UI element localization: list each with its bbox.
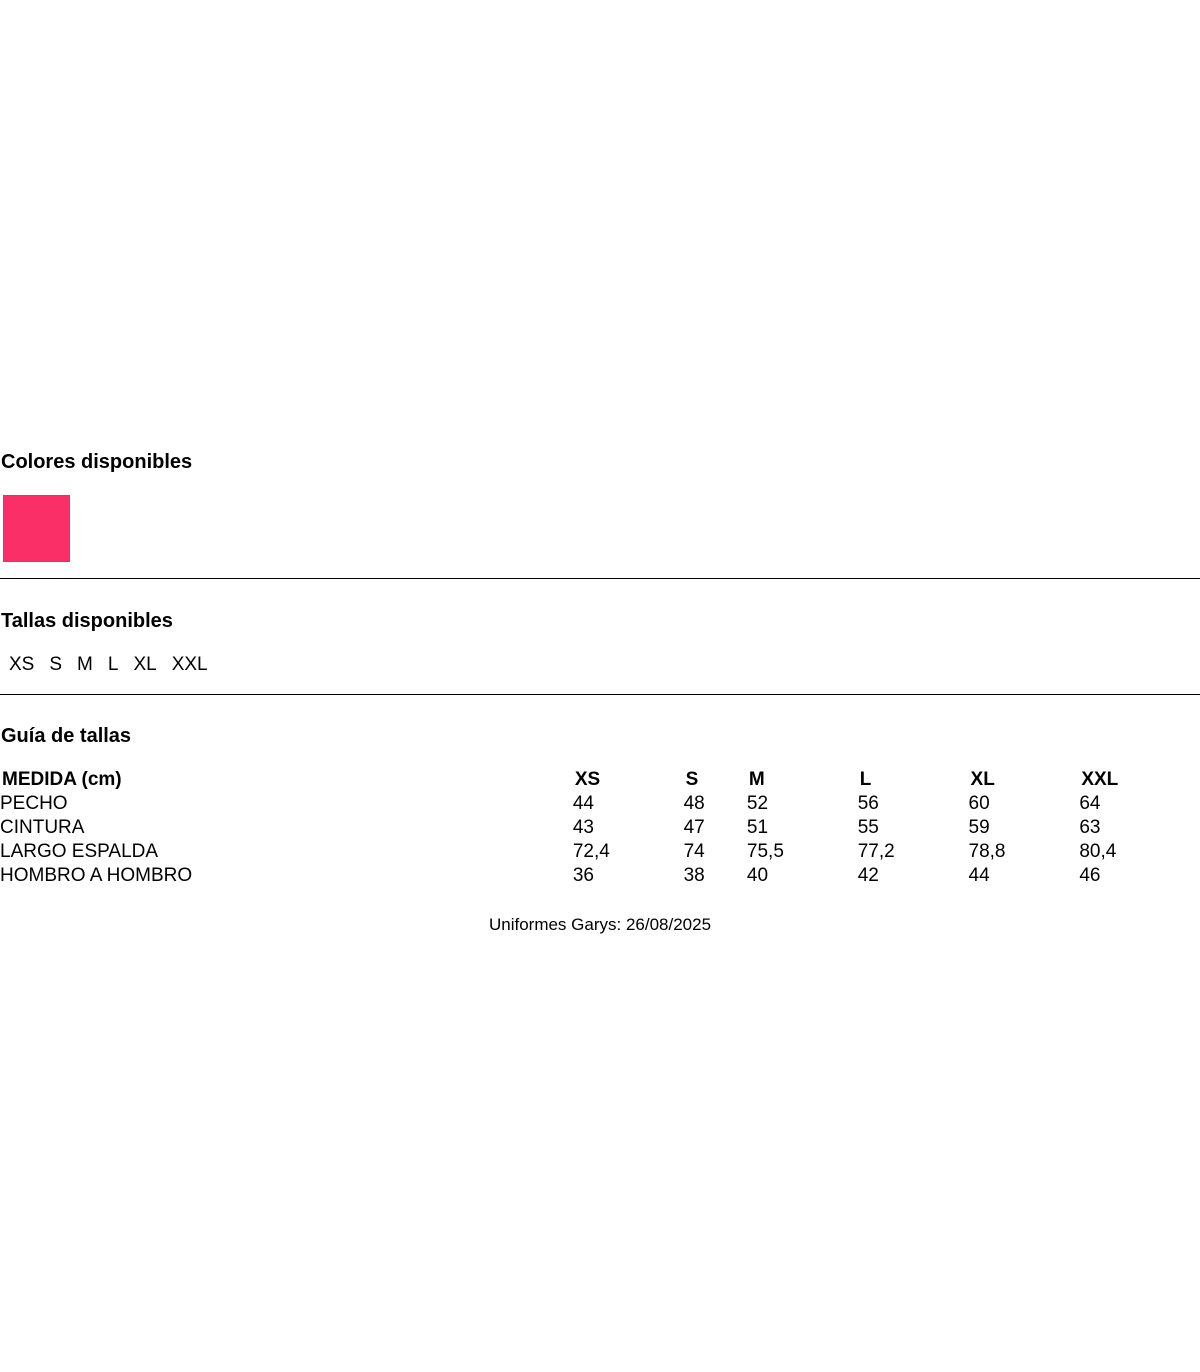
measure-name: LARGO ESPALDA xyxy=(0,841,159,862)
table-cell: 56 xyxy=(857,793,879,814)
table-cell: 63 xyxy=(1079,817,1101,838)
column-header-xs: XS xyxy=(574,769,601,790)
column-header-l: L xyxy=(859,769,872,790)
table-cell: 75,5 xyxy=(746,841,784,862)
footer-note: Uniformes Garys: 26/08/2025 xyxy=(488,915,712,934)
table-cell: 77,2 xyxy=(857,841,895,862)
size-option-s: S xyxy=(49,654,63,675)
measure-name: CINTURA xyxy=(0,817,85,838)
table-cell: 78,8 xyxy=(968,841,1006,862)
table-row xyxy=(0,864,1200,888)
size-guide-table xyxy=(0,768,1200,888)
color-swatch-pink[interactable] xyxy=(3,495,70,562)
size-option-m: M xyxy=(77,654,93,675)
size-option-xs: XS xyxy=(9,654,35,675)
table-cell: 48 xyxy=(683,793,705,814)
table-cell: 74 xyxy=(683,841,705,862)
size-option-xxl: XXL xyxy=(171,654,208,675)
column-header-m: M xyxy=(748,769,765,790)
table-row xyxy=(0,816,1200,840)
available-sizes-list xyxy=(9,654,223,676)
table-cell: 51 xyxy=(746,817,769,838)
measure-name: HOMBRO A HOMBRO xyxy=(0,865,193,886)
table-cell: 55 xyxy=(857,817,879,838)
size-option-l: L xyxy=(107,654,119,675)
table-cell: 42 xyxy=(857,865,879,886)
table-cell: 44 xyxy=(968,865,990,886)
table-cell: 64 xyxy=(1079,793,1101,814)
table-cell: 52 xyxy=(746,793,769,814)
table-cell: 72,4 xyxy=(572,841,610,862)
table-cell: 60 xyxy=(968,793,990,814)
table-cell: 47 xyxy=(683,817,705,838)
size-guide-title: Guía de tallas xyxy=(1,725,132,747)
table-cell: 36 xyxy=(572,865,594,886)
colors-section-title: Colores disponibles xyxy=(1,451,193,473)
measure-name: PECHO xyxy=(0,793,68,814)
column-header-measure: MEDIDA (cm) xyxy=(2,769,122,790)
size-option-xl: XL xyxy=(133,654,157,675)
table-cell: 43 xyxy=(572,817,594,838)
column-header-xl: XL xyxy=(970,769,995,790)
divider xyxy=(0,578,1200,579)
column-header-s: S xyxy=(685,769,699,790)
divider xyxy=(0,694,1200,695)
table-cell: 40 xyxy=(746,865,769,886)
column-header-xxl: XXL xyxy=(1081,769,1119,790)
table-cell: 38 xyxy=(683,865,705,886)
table-row xyxy=(0,792,1200,816)
sizes-section-title: Tallas disponibles xyxy=(1,610,173,632)
table-cell: 59 xyxy=(968,817,990,838)
table-row xyxy=(0,840,1200,864)
table-header-row xyxy=(0,768,1200,792)
table-cell: 80,4 xyxy=(1079,841,1117,862)
table-cell: 46 xyxy=(1079,865,1101,886)
table-cell: 44 xyxy=(572,793,594,814)
